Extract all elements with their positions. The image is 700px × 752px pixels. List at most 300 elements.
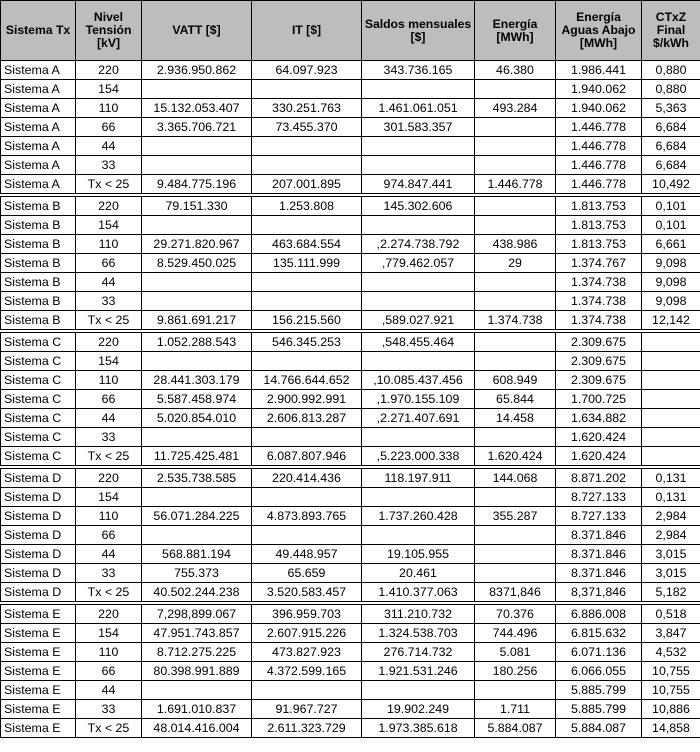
ctxz-cell: 10,492 [642, 175, 700, 196]
vatt-cell: 9.484.775.196 [142, 175, 252, 196]
nivel-tension-cell: 220 [76, 61, 142, 80]
table-row [1, 80, 700, 99]
table-row [1, 603, 700, 624]
it-cell: 463.684.554 [252, 235, 362, 254]
sistema-cell: Sistema C [1, 371, 76, 390]
energia-cell: 438.986 [475, 235, 556, 254]
it-cell [252, 681, 362, 700]
sistema-cell: Sistema C [1, 331, 76, 352]
table-row [1, 526, 700, 545]
sistema-cell: Sistema A [1, 99, 76, 118]
sistema-cell: Sistema C [1, 352, 76, 371]
vatt-cell [142, 156, 252, 175]
it-cell: 64.097.923 [252, 61, 362, 80]
saldos-cell [362, 80, 475, 99]
energia-aguas-abajo-cell: 2.309.675 [556, 331, 642, 352]
it-cell: 4.873.893.765 [252, 507, 362, 526]
energia-aguas-abajo-cell: 6.886.008 [556, 603, 642, 624]
table-row [1, 583, 700, 604]
saldos-cell: ,2.274.738.792 [362, 235, 475, 254]
energia-cell [475, 526, 556, 545]
saldos-cell: 20.461 [362, 564, 475, 583]
table-row [1, 371, 700, 390]
energia-aguas-abajo-cell: 2.309.675 [556, 371, 642, 390]
ctxz-cell: 3,015 [642, 545, 700, 564]
it-cell: 6.087.807.946 [252, 447, 362, 468]
saldos-cell: 118.197.911 [362, 467, 475, 488]
energia-cell: 8371,846 [475, 583, 556, 604]
nivel-tension-cell: Tx < 25 [76, 311, 142, 332]
table-row [1, 311, 700, 332]
ctxz-cell: 9,098 [642, 273, 700, 292]
ctxz-cell: 6,661 [642, 235, 700, 254]
nivel-tension-cell: 154 [76, 488, 142, 507]
table-row [1, 137, 700, 156]
energia-cell [475, 681, 556, 700]
energia-cell [475, 156, 556, 175]
saldos-cell [362, 526, 475, 545]
table-row [1, 118, 700, 137]
saldos-cell: 1.921.531.246 [362, 662, 475, 681]
saldos-cell: 343.736.165 [362, 61, 475, 80]
sistema-cell: Sistema C [1, 428, 76, 447]
it-cell: 3.520.583.457 [252, 583, 362, 604]
ctxz-cell: 10,886 [642, 700, 700, 719]
vatt-cell [142, 352, 252, 371]
sistema-cell: Sistema A [1, 80, 76, 99]
vatt-cell: 568.881.194 [142, 545, 252, 564]
saldos-cell: 1.461.061.051 [362, 99, 475, 118]
sistema-cell: Sistema D [1, 583, 76, 604]
ctxz-cell: 0,101 [642, 195, 700, 216]
saldos-cell: ,5.223.000.338 [362, 447, 475, 468]
it-cell: 2.606.813.287 [252, 409, 362, 428]
ctxz-cell: 9,098 [642, 254, 700, 273]
it-cell: 4.372.599.165 [252, 662, 362, 681]
vatt-cell: 8.529.450.025 [142, 254, 252, 273]
energia-aguas-abajo-cell: 1.446.778 [556, 156, 642, 175]
saldos-cell [362, 292, 475, 311]
it-cell: 1.253.808 [252, 195, 362, 216]
vatt-cell: 80.398.991.889 [142, 662, 252, 681]
energia-aguas-abajo-cell: 8.371.846 [556, 564, 642, 583]
ctxz-cell: 5,182 [642, 583, 700, 604]
it-cell: 546.345.253 [252, 331, 362, 352]
energia-aguas-abajo-cell: 1.446.778 [556, 118, 642, 137]
table-row [1, 719, 700, 738]
ctxz-cell: 9,098 [642, 292, 700, 311]
vatt-cell: 11.725.425.481 [142, 447, 252, 468]
energia-aguas-abajo-cell: 1.620.424 [556, 428, 642, 447]
ctxz-cell: 4,532 [642, 643, 700, 662]
vatt-cell: 56.071.284.225 [142, 507, 252, 526]
energia-aguas-abajo-cell: 1.940.062 [556, 80, 642, 99]
saldos-cell: 276.714.732 [362, 643, 475, 662]
it-cell: 91.967.727 [252, 700, 362, 719]
sistema-cell: Sistema D [1, 545, 76, 564]
table-row [1, 99, 700, 118]
header-sistema-tx: Sistema Tx [1, 1, 76, 61]
header-ctxz-final: CTxZ Final $/kWh [642, 1, 700, 61]
nivel-tension-cell: 220 [76, 331, 142, 352]
energia-aguas-abajo-cell: 6.066.055 [556, 662, 642, 681]
it-cell: 73.455.370 [252, 118, 362, 137]
energia-cell: 14.458 [475, 409, 556, 428]
sistema-cell: Sistema C [1, 390, 76, 409]
header-saldos-mensuales: Saldos mensuales [$] [362, 1, 475, 61]
nivel-tension-cell: 110 [76, 99, 142, 118]
table-row [1, 331, 700, 352]
it-cell: 2.900.992.991 [252, 390, 362, 409]
vatt-cell [142, 80, 252, 99]
energia-aguas-abajo-cell: 1.813.753 [556, 195, 642, 216]
nivel-tension-cell: 220 [76, 195, 142, 216]
it-cell: 14.766.644.652 [252, 371, 362, 390]
table-row [1, 662, 700, 681]
energia-aguas-abajo-cell: 6.071.136 [556, 643, 642, 662]
vatt-cell: 7,298,899.067 [142, 603, 252, 624]
energia-cell: 493.284 [475, 99, 556, 118]
nivel-tension-cell: 154 [76, 352, 142, 371]
energia-aguas-abajo-cell: 1.374.738 [556, 273, 642, 292]
it-cell [252, 352, 362, 371]
energia-cell: 1.620.424 [475, 447, 556, 468]
energia-aguas-abajo-cell: 2.309.675 [556, 352, 642, 371]
ctxz-cell: 2,984 [642, 526, 700, 545]
it-cell: 49.448.957 [252, 545, 362, 564]
energia-aguas-abajo-cell: 8,371,846 [556, 583, 642, 604]
nivel-tension-cell: Tx < 25 [76, 719, 142, 738]
saldos-cell: 145.302.606 [362, 195, 475, 216]
it-cell [252, 137, 362, 156]
ctxz-cell: 0,880 [642, 80, 700, 99]
table-body [1, 61, 700, 738]
nivel-tension-cell: 66 [76, 662, 142, 681]
sistema-cell: Sistema E [1, 624, 76, 643]
vatt-cell: 79.151.330 [142, 195, 252, 216]
sistema-cell: Sistema E [1, 700, 76, 719]
sistema-cell: Sistema D [1, 507, 76, 526]
sistema-cell: Sistema E [1, 662, 76, 681]
nivel-tension-cell: 154 [76, 80, 142, 99]
energia-aguas-abajo-cell: 1.813.753 [556, 235, 642, 254]
energia-cell: 144.068 [475, 467, 556, 488]
ctxz-cell: 0,131 [642, 467, 700, 488]
vatt-cell: 755.373 [142, 564, 252, 583]
energia-aguas-abajo-cell: 8.371.846 [556, 526, 642, 545]
sistema-cell: Sistema A [1, 137, 76, 156]
table-row [1, 195, 700, 216]
it-cell [252, 428, 362, 447]
vatt-cell: 2.936.950.862 [142, 61, 252, 80]
table-row [1, 545, 700, 564]
vatt-cell [142, 137, 252, 156]
sistema-cell: Sistema B [1, 195, 76, 216]
ctxz-cell: 14,858 [642, 719, 700, 738]
vatt-cell: 3.365.706.721 [142, 118, 252, 137]
table-row [1, 564, 700, 583]
header-energia: Energía [MWh] [475, 1, 556, 61]
sistema-cell: Sistema C [1, 447, 76, 468]
saldos-cell [362, 137, 475, 156]
saldos-cell: 301.583.357 [362, 118, 475, 137]
table-row [1, 352, 700, 371]
nivel-tension-cell: 33 [76, 428, 142, 447]
energia-cell: 1.374.738 [475, 311, 556, 332]
vatt-cell [142, 428, 252, 447]
energia-cell [475, 331, 556, 352]
it-cell: 396.959.703 [252, 603, 362, 624]
ctxz-cell: 6,684 [642, 156, 700, 175]
ctxz-cell: 5,363 [642, 99, 700, 118]
header-vatt: VATT [$] [142, 1, 252, 61]
table-row [1, 507, 700, 526]
vatt-cell: 1.052.288.543 [142, 331, 252, 352]
ctxz-cell: 3,015 [642, 564, 700, 583]
it-cell: 135.111.999 [252, 254, 362, 273]
saldos-cell: 19.902.249 [362, 700, 475, 719]
saldos-cell [362, 488, 475, 507]
energia-aguas-abajo-cell: 1.813.753 [556, 216, 642, 235]
sistema-cell: Sistema C [1, 409, 76, 428]
nivel-tension-cell: 44 [76, 409, 142, 428]
it-cell [252, 216, 362, 235]
saldos-cell [362, 156, 475, 175]
it-cell: 2.611.323.729 [252, 719, 362, 738]
energia-aguas-abajo-cell: 8.871.202 [556, 467, 642, 488]
sistema-cell: Sistema E [1, 643, 76, 662]
it-cell [252, 80, 362, 99]
energia-cell [475, 564, 556, 583]
energia-cell [475, 273, 556, 292]
table-row [1, 447, 700, 468]
table-row [1, 292, 700, 311]
ctxz-cell: 0,101 [642, 216, 700, 235]
vatt-cell [142, 273, 252, 292]
energia-cell: 5.884.087 [475, 719, 556, 738]
saldos-cell [362, 352, 475, 371]
vatt-cell: 5.020.854.010 [142, 409, 252, 428]
nivel-tension-cell: 44 [76, 137, 142, 156]
sistema-cell: Sistema E [1, 719, 76, 738]
table-row [1, 488, 700, 507]
nivel-tension-cell: Tx < 25 [76, 447, 142, 468]
sistema-cell: Sistema D [1, 526, 76, 545]
it-cell: 65.659 [252, 564, 362, 583]
nivel-tension-cell: 66 [76, 390, 142, 409]
ctxz-cell: 6,684 [642, 118, 700, 137]
saldos-cell: 1.324.538.703 [362, 624, 475, 643]
energia-aguas-abajo-cell: 8.727.133 [556, 488, 642, 507]
vatt-cell: 1.691.010.837 [142, 700, 252, 719]
header-row [1, 1, 700, 61]
energia-aguas-abajo-cell: 6.815.632 [556, 624, 642, 643]
vatt-cell: 48.014.416.004 [142, 719, 252, 738]
it-cell [252, 273, 362, 292]
saldos-cell: ,779.462.057 [362, 254, 475, 273]
energia-cell [475, 352, 556, 371]
ctxz-cell: 12,142 [642, 311, 700, 332]
it-cell: 330.251.763 [252, 99, 362, 118]
energia-cell: 1.711 [475, 700, 556, 719]
saldos-cell: ,548.455.464 [362, 331, 475, 352]
ctxz-cell: 10,755 [642, 681, 700, 700]
energia-aguas-abajo-cell: 1.374.767 [556, 254, 642, 273]
vatt-cell: 40.502.244.238 [142, 583, 252, 604]
energia-cell [475, 137, 556, 156]
vatt-cell: 2.535.738.585 [142, 467, 252, 488]
it-cell [252, 156, 362, 175]
nivel-tension-cell: 33 [76, 564, 142, 583]
ctxz-cell [642, 409, 700, 428]
saldos-cell: 1.410.377.063 [362, 583, 475, 604]
ctxz-cell [642, 447, 700, 468]
vatt-cell [142, 216, 252, 235]
ctxz-cell: 3,847 [642, 624, 700, 643]
saldos-cell: 974.847.441 [362, 175, 475, 196]
nivel-tension-cell: 66 [76, 526, 142, 545]
energia-aguas-abajo-cell: 1.374.738 [556, 311, 642, 332]
it-cell: 220.414.436 [252, 467, 362, 488]
nivel-tension-cell: 110 [76, 643, 142, 662]
vatt-cell: 28.441.303.179 [142, 371, 252, 390]
table-row [1, 700, 700, 719]
sistema-cell: Sistema B [1, 235, 76, 254]
saldos-cell [362, 216, 475, 235]
saldos-cell [362, 273, 475, 292]
saldos-cell: 1.973.385.618 [362, 719, 475, 738]
sistema-cell: Sistema B [1, 292, 76, 311]
energia-cell: 29 [475, 254, 556, 273]
sistema-cell: Sistema D [1, 467, 76, 488]
ctxz-cell: 2,984 [642, 507, 700, 526]
energia-aguas-abajo-cell: 1.374.738 [556, 292, 642, 311]
it-cell: 207.001.895 [252, 175, 362, 196]
nivel-tension-cell: 44 [76, 273, 142, 292]
saldos-cell: ,589.027.921 [362, 311, 475, 332]
table-row [1, 643, 700, 662]
nivel-tension-cell: 66 [76, 254, 142, 273]
ctxz-cell: 6,684 [642, 137, 700, 156]
nivel-tension-cell: 44 [76, 545, 142, 564]
saldos-cell: ,10.085.437.456 [362, 371, 475, 390]
nivel-tension-cell: 154 [76, 624, 142, 643]
table-row [1, 254, 700, 273]
energia-aguas-abajo-cell: 1.986.441 [556, 61, 642, 80]
table-row [1, 624, 700, 643]
ctxz-cell: 0,880 [642, 61, 700, 80]
nivel-tension-cell: 110 [76, 507, 142, 526]
nivel-tension-cell: 66 [76, 118, 142, 137]
energia-aguas-abajo-cell: 8.371.846 [556, 545, 642, 564]
sistema-cell: Sistema B [1, 254, 76, 273]
table-row [1, 681, 700, 700]
energia-cell [475, 118, 556, 137]
sistema-cell: Sistema D [1, 564, 76, 583]
vatt-cell: 8.712.275.225 [142, 643, 252, 662]
ctxz-cell [642, 371, 700, 390]
energia-cell [475, 216, 556, 235]
table-row [1, 156, 700, 175]
nivel-tension-cell: 33 [76, 156, 142, 175]
nivel-tension-cell: 110 [76, 371, 142, 390]
ctxz-cell: 0,518 [642, 603, 700, 624]
it-cell [252, 526, 362, 545]
energia-cell: 46.380 [475, 61, 556, 80]
sistema-cell: Sistema B [1, 273, 76, 292]
vatt-cell [142, 526, 252, 545]
nivel-tension-cell: 33 [76, 292, 142, 311]
vatt-cell [142, 488, 252, 507]
sistema-cell: Sistema E [1, 681, 76, 700]
energia-cell [475, 292, 556, 311]
energia-aguas-abajo-cell: 1.634.882 [556, 409, 642, 428]
energia-aguas-abajo-cell: 8.727.133 [556, 507, 642, 526]
table-row [1, 428, 700, 447]
energia-aguas-abajo-cell: 5.885.799 [556, 700, 642, 719]
vatt-cell: 47.951.743.857 [142, 624, 252, 643]
nivel-tension-cell: 154 [76, 216, 142, 235]
ctxz-cell [642, 352, 700, 371]
energia-aguas-abajo-cell: 1.446.778 [556, 137, 642, 156]
nivel-tension-cell: 220 [76, 603, 142, 624]
energia-cell: 65.844 [475, 390, 556, 409]
energia-aguas-abajo-cell: 5.885.799 [556, 681, 642, 700]
saldos-cell: 19.105.955 [362, 545, 475, 564]
vatt-cell: 29.271.820.967 [142, 235, 252, 254]
saldos-cell: ,2.271.407.691 [362, 409, 475, 428]
ctxz-cell [642, 390, 700, 409]
vatt-cell [142, 292, 252, 311]
table-row [1, 273, 700, 292]
energia-cell: 355.287 [475, 507, 556, 526]
energia-cell [475, 545, 556, 564]
sistema-cell: Sistema A [1, 118, 76, 137]
table-row [1, 467, 700, 488]
ctxz-cell: 0,131 [642, 488, 700, 507]
energia-cell [475, 428, 556, 447]
energia-aguas-abajo-cell: 5.884.087 [556, 719, 642, 738]
ctxz-cell [642, 428, 700, 447]
sistema-cell: Sistema B [1, 216, 76, 235]
table-row [1, 390, 700, 409]
header-it: IT [$] [252, 1, 362, 61]
saldos-cell: 311.210.732 [362, 603, 475, 624]
table-row [1, 235, 700, 254]
it-cell [252, 488, 362, 507]
saldos-cell: 1.737.260.428 [362, 507, 475, 526]
nivel-tension-cell: 44 [76, 681, 142, 700]
energia-aguas-abajo-cell: 1.620.424 [556, 447, 642, 468]
it-cell: 2.607.915.226 [252, 624, 362, 643]
sistema-cell: Sistema E [1, 603, 76, 624]
energia-cell: 608.949 [475, 371, 556, 390]
energia-aguas-abajo-cell: 1.940.062 [556, 99, 642, 118]
sistema-cell: Sistema B [1, 311, 76, 332]
sistema-cell: Sistema D [1, 488, 76, 507]
ctxz-cell [642, 331, 700, 352]
it-cell: 473.827.923 [252, 643, 362, 662]
it-cell [252, 292, 362, 311]
energia-cell: 5.081 [475, 643, 556, 662]
energia-cell [475, 488, 556, 507]
header-nivel-tension: Nivel Tensión [kV] [76, 1, 142, 61]
table-row [1, 61, 700, 80]
table-row [1, 409, 700, 428]
vatt-cell: 5.587.458.974 [142, 390, 252, 409]
table-header [1, 1, 700, 61]
energia-cell [475, 80, 556, 99]
